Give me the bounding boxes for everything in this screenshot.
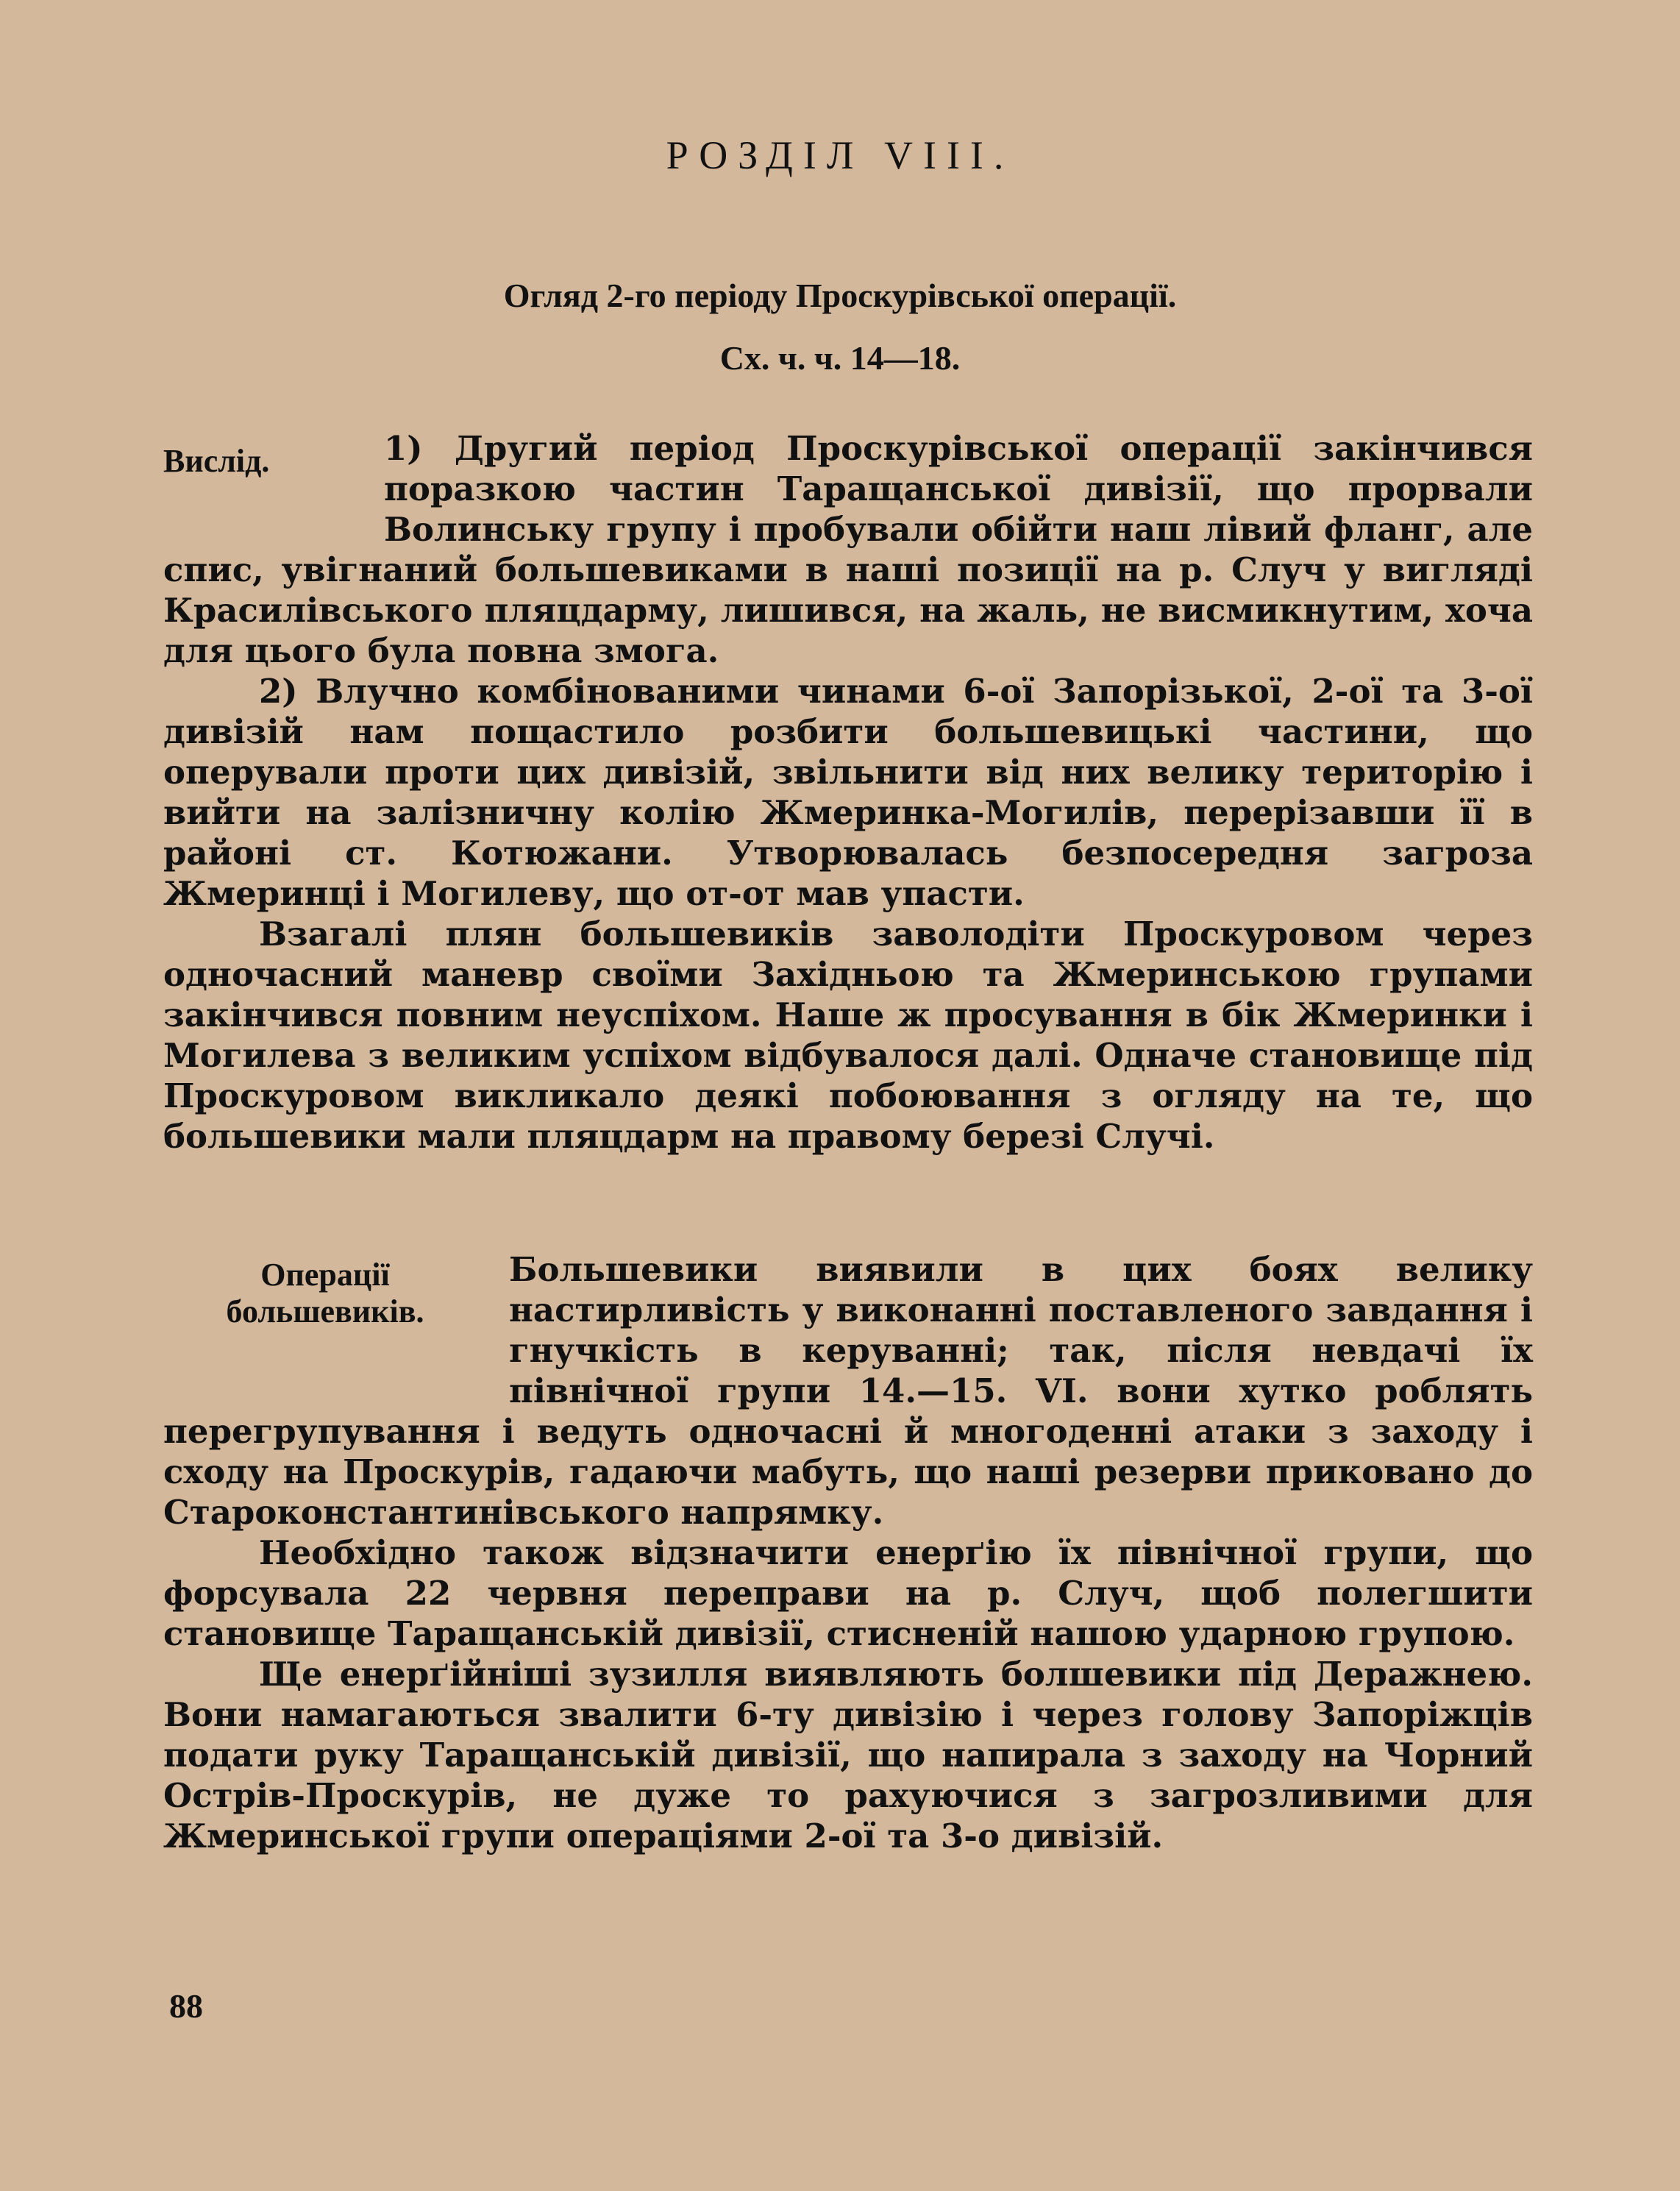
paragraph: 2) Влучно комбінованими чинами 6-ої Запорізької, 2-ої та 3-ої дивізій нам пощастило розбити большевицькі частини, що оперували проти цих дивізій, звільнити від них велику територію і вийти на залізничну колію Жмеринка-Могилів, перерізавши її в районі ст. Котюжани. Утворювалась безпосередня загроза Жмеринці і Могилеву, що от-от мав упасти. <box>163 672 1533 913</box>
page-number: 88 <box>169 1987 203 2025</box>
section-title: Огляд 2-го періоду Проскурівської операції. <box>503 277 1177 314</box>
paragraph: Большевики виявили в цих боях велику настирливість у виконанні поставленого завдання і гнучкість в керуванні; так, після невдачі їх північної групи 14.—15. VI. вони хутко роблять перегрупування і ведуть одночасні й многоденні атаки з заходу і сходу на Проскурів, гадаючи мабуть, що наші резерви приковано до Староконстантинівського напрямку. <box>163 1250 1533 1532</box>
sidenote-results: Вислід. <box>163 443 270 479</box>
paragraph: Необхідно також відзначити енерґію їх північної групи, що форсувала 22 червня переправи на р. Случ, щоб полегшити становище Таращанській дивізії, стисненій нашою ударною групою. <box>163 1533 1533 1653</box>
paragraph: Взагалі плян большевиків заволодіти Проскуровом через одночасний маневр своїми Західньою та Жмеринською групами закінчився повним неуспіхом. Наше ж просування в бік Жмеринки і Могилева з великим успіхом відбувалося далі. Одначе становище під Проскуровом викликало деякі побоювання з огляду на те, що большевики мали пляцдарм на правому березі Случі. <box>163 915 1533 1156</box>
paragraph: 1) Другий період Проскурівської операції закінчився поразкою частин Таращанської дивізії, що прорвали Волинську групу і пробували обійти наш лівий фланг, але спис, увігнаний большевиками в наші позиції на р. Случ у вигляді Красилівського пляцдарму, лишився, на жаль, не висмикнутим, хоча для цього була повна змога. <box>163 429 1533 670</box>
section-subtitle: Сх. ч. ч. 14—18. <box>719 339 961 377</box>
sidenote-operations: Операції большевиків. <box>226 1257 424 1329</box>
chapter-heading: РОЗДІЛ VIII. <box>666 133 1014 177</box>
paragraph: Ще енерґійніші зузилля виявляють болшевики під Деражнею. Вони намагаються звалити 6-ту дивізію і через голову Запоріжців подати руку Таращанській дивізії, що напирала з заходу на Чорний Острів-Проскурів, не дуже то рахуючися з загрозливими для Жмеринської групи операціями 2-ої та 3-о дивізій. <box>163 1655 1533 1856</box>
section-bolshevik-operations <box>163 1249 1533 1856</box>
section-results <box>163 428 1533 1157</box>
